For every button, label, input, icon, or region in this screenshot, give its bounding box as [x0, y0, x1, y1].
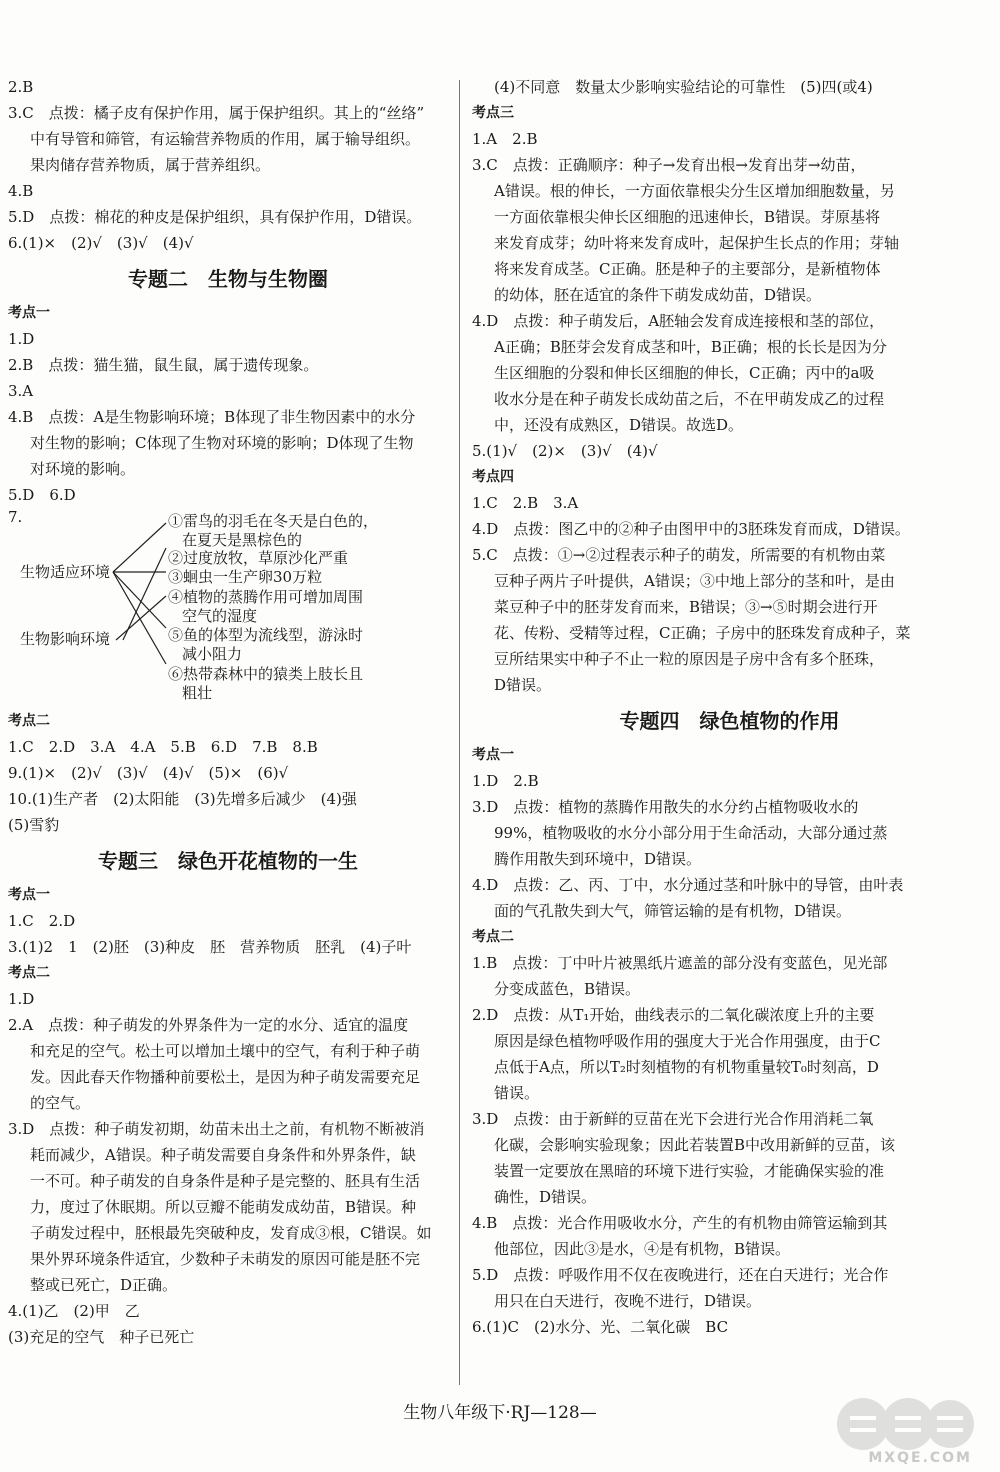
text-line: 的幼体，胚在适宜的条件下萌发成幼苗，D错误。	[494, 286, 822, 304]
text-line: 4.B 点拨：A是生物影响环境；B体现了非生物因素中的水分	[8, 408, 416, 426]
section-title-3: 专题三 绿色开花植物的一生	[98, 849, 358, 873]
left-column	[8, 74, 448, 1350]
item-1-cont: 在夏天是黑棕色的	[182, 531, 303, 549]
answers-block-a2	[8, 100, 448, 178]
category-adapt: 生物适应环境	[20, 563, 111, 581]
text-line: 2.D 点拨：从T₁开始，曲线表示的二氧化碳浓度上升的主要	[472, 1006, 875, 1024]
text-line: 3.C 点拨：橘子皮有保护作用，属于保护组织。其上的“丝络”	[8, 104, 425, 122]
text-line: 2.A 点拨：种子萌发的外界条件为一定的水分、适宜的温度	[8, 1016, 409, 1034]
answers-block-a4	[8, 204, 448, 230]
text-line: D错误。	[494, 676, 552, 694]
text-line: 面的气孔散失到大气，筛管运输的是有机物，D错误。	[494, 902, 852, 920]
text-line: 1.D 2.B	[472, 772, 539, 790]
text-line: 4.B	[8, 182, 34, 200]
text-line: 4.B 点拨：光合作用吸收水分，产生的有机物由筛管运输到其	[472, 1214, 888, 1232]
text-line: 菜豆种子中的胚芽发育而来，B错误；③→⑤时期会进行开	[494, 598, 878, 616]
text-line: 耗而减少，A错误。种子萌发需要自身条件和外界条件，缺	[30, 1146, 416, 1164]
text-line: 错误。	[494, 1084, 540, 1102]
answers-block-a5	[8, 230, 448, 256]
kaodian-heading: 考点二	[8, 713, 50, 729]
text-line: 装置一定要放在黑暗的环境下进行实验，才能确保实验的准	[494, 1162, 885, 1180]
text-line: 3.(1)2 1 (2)胚 (3)种皮 胚 营养物质 胚乳 (4)子叶	[8, 938, 412, 956]
text-line: 1.D	[8, 990, 35, 1008]
text-line: 5.D 6.D	[8, 486, 76, 504]
item-5: ⑤鱼的体型为流线型，游泳时	[168, 626, 364, 644]
column-divider	[459, 80, 460, 1385]
answers-block-r1	[472, 74, 987, 100]
text-line: 中，还没有成熟区，D错误。故选D。	[494, 416, 744, 434]
text-line: 生区细胞的分裂和伸长区细胞的伸长，C正确；丙中的a吸	[494, 364, 875, 382]
answers-block-r3	[472, 490, 987, 698]
text-line: 将来发育成茎。C正确。胚是种子的主要部分，是新植物体	[494, 260, 881, 278]
text-line: 力，度过了休眠期。所以豆瓣不能萌发成幼苗，B错误。种	[30, 1198, 417, 1216]
text-line: 豆种子两片子叶提供，A错误；③中地上部分的茎和叶，是由	[494, 572, 895, 590]
text-line: 5.(1)√ (2)× (3)√ (4)√	[472, 442, 658, 460]
text-line: 腾作用散失到环境中，D错误。	[494, 850, 702, 868]
text-line: 1.C 2.D 3.A 4.A 5.B 6.D 7.B 8.B	[8, 738, 318, 756]
text-line: 5.C 点拨：①→②过程表示种子的萌发，所需要的有机物由菜	[472, 546, 886, 564]
text-line: 一不可。种子萌发的自身条件是种子是完整的、胚具有生活	[30, 1172, 421, 1190]
text-line: 3.D 点拨：由于新鲜的豆苗在光下会进行光合作用消耗二氧	[472, 1110, 874, 1128]
text-line: (3)充足的空气 种子已死亡	[8, 1328, 195, 1346]
kaodian-heading: 考点一	[8, 305, 50, 321]
section-title-4: 专题四 绿色植物的作用	[619, 709, 840, 733]
kaodian-heading: 考点一	[472, 747, 514, 763]
text-line: 点低于A点，所以T₂时刻植物的有机物重量较T₀时刻高，D	[494, 1058, 879, 1076]
text-line: 果肉储存营养物质，属于营养组织。	[30, 156, 271, 174]
text-line: 1.D	[8, 330, 35, 348]
item-1: ①雷鸟的羽毛在冬天是白色的，	[168, 512, 379, 530]
text-line: 豆所结果实中种子不止一粒的原因是子房中含有多个胚珠，	[494, 650, 885, 668]
item-3: ③蛔虫一生产卵30万粒	[168, 568, 323, 586]
text-line: 1.C 2.B 3.A	[472, 494, 579, 512]
text-line: 3.D 点拨：植物的蒸腾作用散失的水分约占植物吸收水的	[472, 798, 859, 816]
right-column	[472, 74, 987, 1340]
text-line: 分变成蓝色，B错误。	[494, 980, 641, 998]
text-line: 6.(1)× (2)√ (3)√ (4)√	[8, 234, 194, 252]
text-line: (4)不同意 数量太少影响实验结论的可靠性 (5)四(或4)	[494, 78, 873, 96]
kaodian-heading: 考点二	[8, 965, 50, 981]
text-line: 4.D 点拨：乙、丙、丁中，水分通过茎和叶脉中的导管，由叶表	[472, 876, 904, 894]
item-5-cont: 减小阻力	[182, 645, 243, 663]
text-line: A错误。根的伸长，一方面依靠根尖分生区增加细胞数量，另	[494, 182, 895, 200]
item-6-cont: 粗壮	[182, 684, 213, 702]
text-line: 来发育成芽；幼叶将来发育成叶，起保护生长点的作用；芽轴	[494, 234, 900, 252]
text-line: 收水分是在种子萌发长成幼苗之后，不在甲萌发成乙的过程	[494, 390, 885, 408]
text-line: 对环境的影响。	[30, 460, 136, 478]
answers-block-c2	[8, 986, 448, 1350]
kaodian-heading: 考点三	[472, 105, 514, 121]
text-line: 对生物的影响；C体现了生物对环境的影响；D体现了生物	[30, 434, 414, 452]
text-line: 10.(1)生产者 (2)太阳能 (3)先增多后减少 (4)强	[8, 790, 357, 808]
text-line: 果外界环境条件适宜，少数种子未萌发的原因可能是胚不完	[30, 1250, 421, 1268]
question-number: 7.	[8, 508, 23, 526]
text-line: 3.A	[8, 382, 34, 400]
item-4-cont: 空气的湿度	[182, 607, 258, 625]
text-line: 中有导管和筛管，有运输营养物质的作用，属于输导组织。	[30, 130, 421, 148]
matching-diagram	[8, 508, 448, 708]
answers-block-b2	[8, 734, 448, 838]
text-line: 1.B 点拨：丁中叶片被黑纸片遮盖的部分没有变蓝色，见光部	[472, 954, 888, 972]
text-line: 4.(1)乙 (2)甲 乙	[8, 1302, 140, 1320]
text-line: 3.D 点拨：种子萌发初期，幼苗未出土之前，有机物不断被消	[8, 1120, 425, 1138]
text-line: 5.D 点拨：棉花的种皮是保护组织，具有保护作用，D错误。	[8, 208, 422, 226]
page-footer: 生物八年级下·RJ—128—	[403, 1403, 597, 1423]
text-line: 用只在白天进行，夜晚不进行，D错误。	[494, 1292, 762, 1310]
text-line: 的空气。	[30, 1094, 91, 1112]
text-line: 3.C 点拨：正确顺序：种子→发育出根→发育出芽→幼苗，	[472, 156, 866, 174]
text-line: 化碳，会影响实验现象；因此若装置B中改用新鲜的豆苗，该	[494, 1136, 896, 1154]
answers-block-a3	[8, 178, 448, 204]
category-influence: 生物影响环境	[20, 630, 111, 648]
text-line: (5)雪豹	[8, 816, 60, 834]
section-title-2: 专题二 生物与生物圈	[128, 267, 328, 291]
text-line: 发。因此春天作物播种前要松土，是因为种子萌发需要充足	[30, 1068, 421, 1086]
item-2: ②过度放牧，草原沙化严重	[168, 549, 349, 567]
text-line: 99%，植物吸收的水分小部分用于生命活动，大部分通过蒸	[494, 824, 888, 842]
text-line: 4.D 点拨：种子萌发后，A胚轴会发育成连接根和茎的部位，	[472, 312, 885, 330]
kaodian-heading: 考点一	[8, 887, 50, 903]
text-line: 4.D 点拨：图乙中的②种子由图甲中的3胚珠发育而成，D错误。	[472, 520, 910, 538]
text-line: 子萌发过程中，胚根最先突破种皮，发育成③根，C错误。如	[30, 1224, 432, 1242]
text-line: 2.B 点拨：猫生猫，鼠生鼠，属于遗传现象。	[8, 356, 319, 374]
text-line: 9.(1)× (2)√ (3)√ (4)√ (5)× (6)√	[8, 764, 289, 782]
answers-block-r2	[472, 126, 987, 464]
text-line: 6.(1)C (2)水分、光、二氧化碳 BC	[472, 1318, 729, 1336]
answers-block-b1	[8, 326, 448, 508]
text-line: 整或已死亡，D正确。	[30, 1276, 178, 1294]
item-4: ④植物的蒸腾作用可增加周围	[168, 588, 364, 606]
text-line: 和充足的空气。松土可以增加土壤中的空气，有利于种子萌	[30, 1042, 421, 1060]
text-line: 花、传粉、受精等过程，C正确；子房中的胚珠发育成种子，菜	[494, 624, 911, 642]
watermark-text: MXQE.COM	[868, 1450, 972, 1466]
text-line: A正确；B胚芽会发育成茎和叶，B正确；根的长长是因为分	[494, 338, 887, 356]
text-line: 5.D 点拨：呼吸作用不仅在夜晚进行，还在白天进行；光合作	[472, 1266, 889, 1284]
kaodian-heading: 考点四	[472, 469, 514, 485]
text-line: 他部位，因此③是水，④是有机物，B错误。	[494, 1240, 791, 1258]
text-line: 原因是绿色植物呼吸作用的强度大于光合作用强度，由于C	[494, 1032, 881, 1050]
text-line: 确性，D错误。	[494, 1188, 597, 1206]
answers-block-c1	[8, 908, 448, 960]
text-line: 一方面依靠根尖伸长区细胞的迅速伸长，B错误。芽原基将	[494, 208, 881, 226]
text-line: 1.C 2.D	[8, 912, 76, 930]
kaodian-heading: 考点二	[472, 929, 514, 945]
answers-block-s1	[472, 768, 987, 924]
answers-block-a	[8, 74, 448, 100]
text-line: 2.B	[8, 78, 34, 96]
text-line: 1.A 2.B	[472, 130, 538, 148]
item-6: ⑥热带森林中的猿类上肢长且	[168, 665, 364, 683]
answers-block-s2	[472, 950, 987, 1340]
